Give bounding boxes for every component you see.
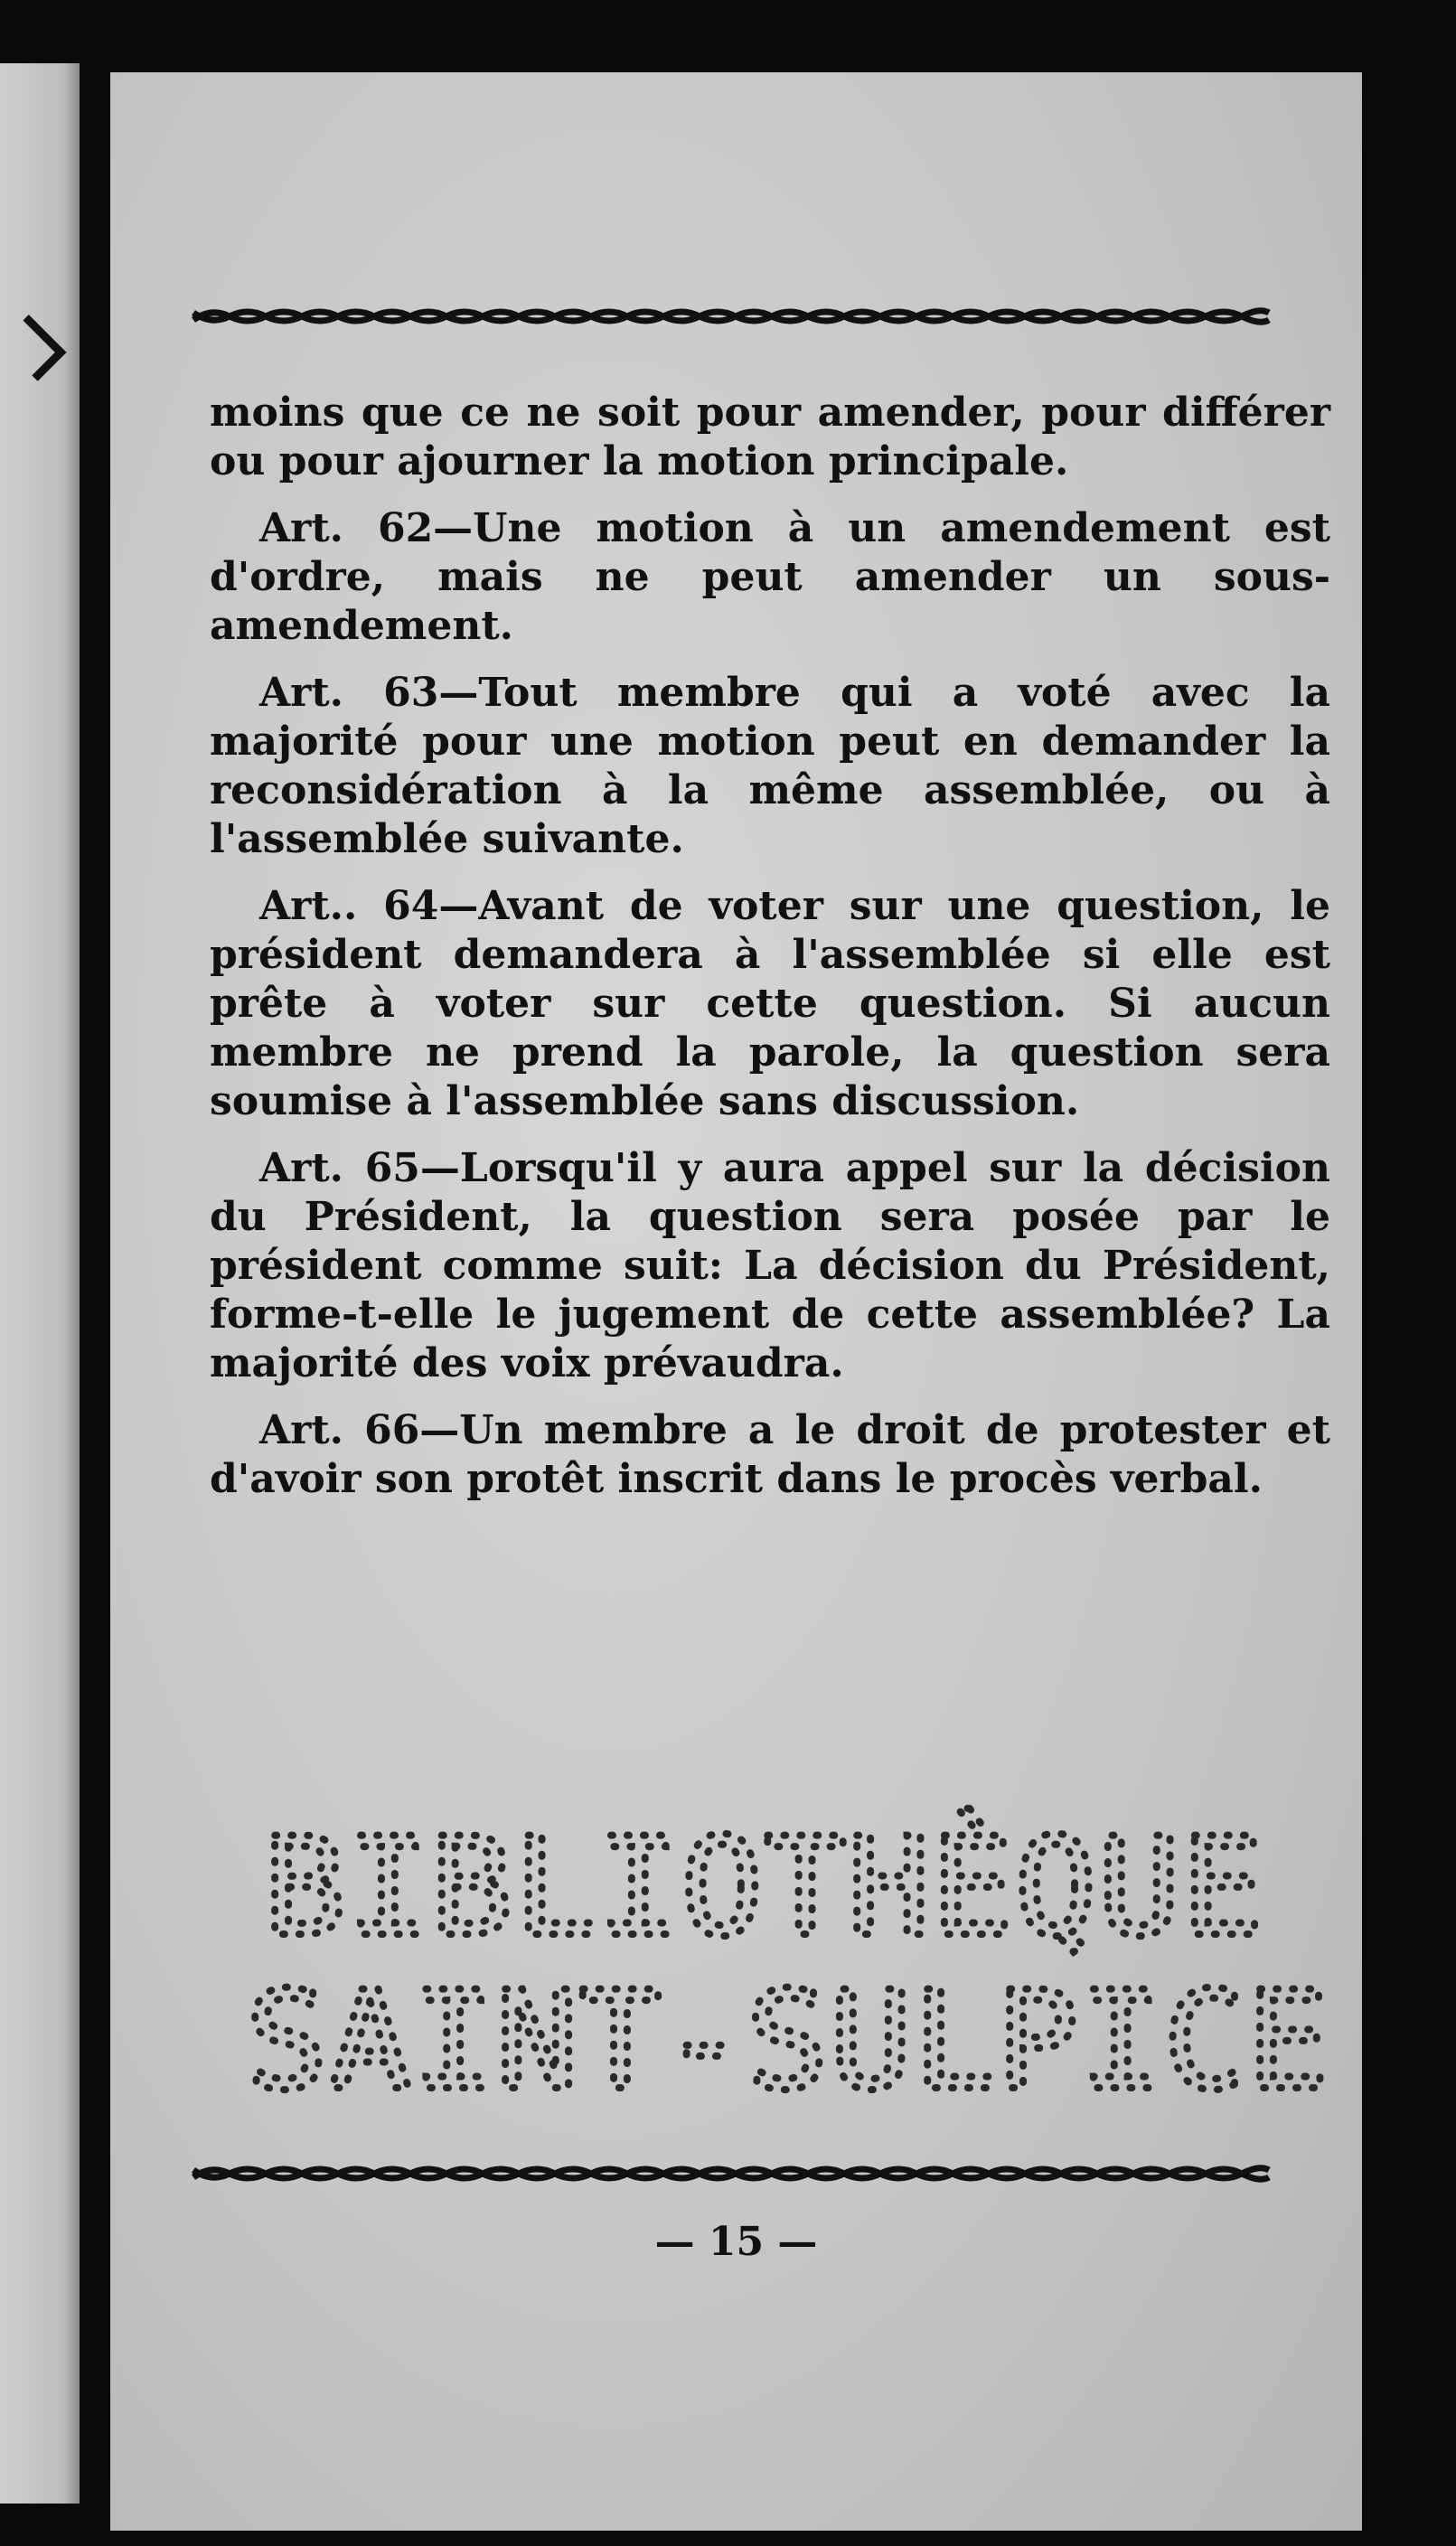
paragraph-art-66: Art. 66—Un membre a le droit de protester et d'avoir son protêt inscrit dans le procès verbal. <box>210 1407 1330 1502</box>
facing-page-edge <box>0 63 80 2504</box>
library-perforation-stamp <box>246 1808 1330 2120</box>
facing-page-mark <box>0 315 67 381</box>
bottom-ornament-rule <box>193 2147 1269 2201</box>
stamp-line-2: SAINT-SULPICE <box>246 1963 1330 2120</box>
paragraph-art-64: Art.. 64—Avant de voter sur une question, le président demandera à l'assemblée si elle est prête à voter sur cette question. Si aucun membre ne prend la parole, la question sera soumise à l'assemblée sans discussion. <box>210 883 1330 1124</box>
stamp-line-1: BIBLIOTHÈQUE <box>264 1809 1265 1967</box>
paragraph-art-65: Art. 65—Lorsqu'il y aura appel sur la décision du Président, la question sera posée par le président comme suit: La décision du Président, forme-t-elle le jugement de cette assemblée? La majorité des voix prévaudra. <box>210 1145 1330 1386</box>
page-body <box>210 389 1330 1522</box>
page-number: — 15 — <box>654 2219 818 2265</box>
paragraph-art-63: Art. 63—Tout membre qui a voté avec la majorité pour une motion peut en demander la reconsidération à la même assemblée, ou à l'assemblée suivante. <box>210 670 1330 862</box>
paragraph-continuation: moins que ce ne soit pour amender, pour différer ou pour ajourner la motion principale. <box>210 390 1330 484</box>
paragraph-art-62: Art. 62—Une motion à un amendement est d'ordre, mais ne peut amender un sous-amendement. <box>210 505 1330 649</box>
top-ornament-rule <box>193 289 1269 343</box>
book-page <box>110 72 1362 2531</box>
